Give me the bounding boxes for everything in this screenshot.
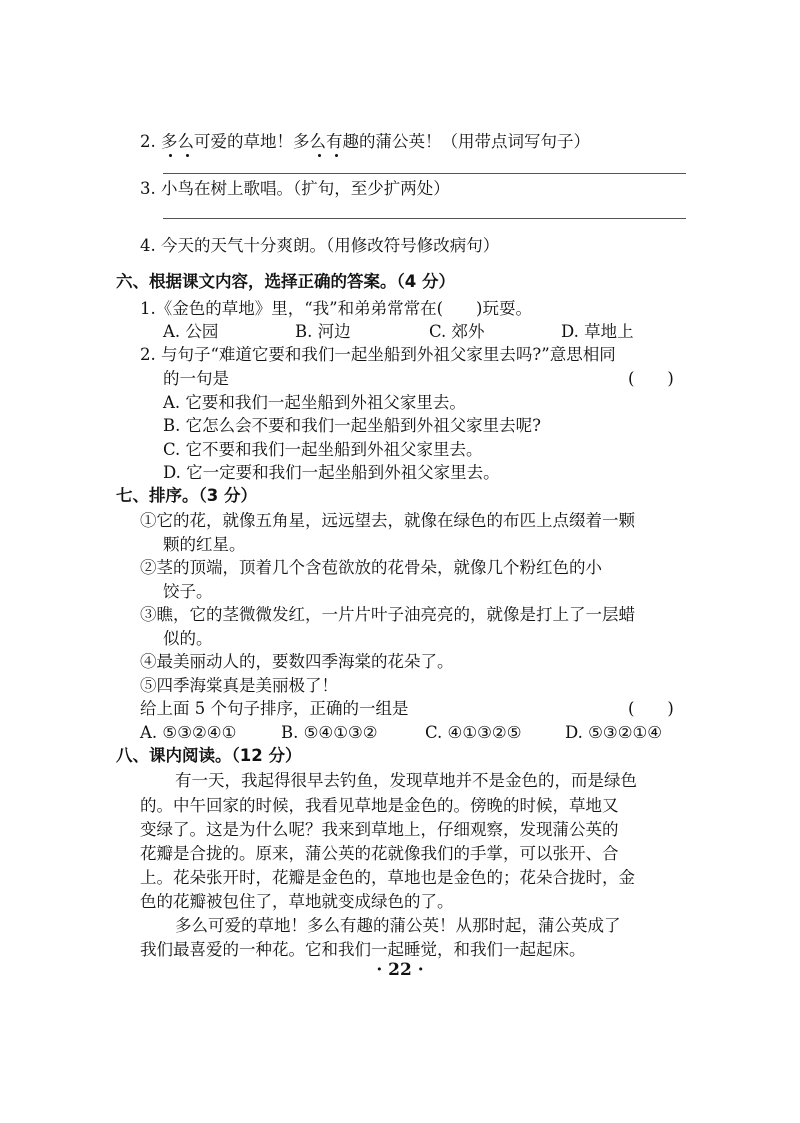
passage-line: 变绿了。这是为什么呢？我来到草地上，仔细观察，发现蒲公英的 [140, 820, 619, 839]
answer-parentheses[interactable]: ( ) [628, 699, 674, 718]
passage-line: 上。花朵张开时，花瓣是金色的，草地也是金色的；花朵合拢时，金 [140, 868, 635, 887]
sentence-3-line-2: 似的。 [163, 629, 213, 648]
question-6-1: 1.《金色的草地》里，“我”和弟弟常常在( )玩耍。 [140, 299, 532, 318]
emphasis-dot [335, 154, 338, 157]
passage-line: 色的花瓣被包住了，草地就变成绿色的了。 [140, 892, 454, 911]
sentence-2-line-1: ②茎的顶端，顶着几个含苞欲放的花骨朵，就像几个粉红色的小 [140, 558, 602, 577]
passage-line: 有一天，我起得很早去钓鱼，发现草地并不是金色的，而是绿色 [175, 771, 637, 790]
question-6-1-options [163, 320, 703, 344]
emphasis-dot [169, 154, 172, 157]
option-d[interactable]: D. ⑤③②①④ [565, 723, 663, 742]
option-c[interactable]: C. ④①③②⑤ [425, 723, 522, 742]
section-6-title: 六、根据课文内容，选择正确的答案。（4 分） [116, 272, 455, 291]
emphasis-dot [186, 154, 189, 157]
ordering-options [140, 721, 700, 745]
passage-line: 我们最喜爱的一种花。它和我们一起睡觉，和我们一起起床。 [140, 940, 586, 959]
question-5-3: 3. 小鸟在树上歌唱。（扩句，至少扩两处） [140, 179, 450, 198]
question-6-2-option-c[interactable]: C. 它不要和我们一起坐船到外祖父家里去。 [163, 440, 483, 459]
option-b[interactable]: B. 河边 [295, 322, 351, 341]
ordering-prompt: 给上面 5 个句子排序，正确的一组是 [140, 699, 409, 718]
question-6-2-option-b[interactable]: B. 它怎么会不要和我们一起坐船到外祖父家里去呢? [163, 416, 541, 435]
option-c[interactable]: C. 郊外 [429, 322, 485, 341]
answer-line[interactable] [163, 218, 686, 219]
answer-line[interactable] [163, 173, 686, 174]
emphasis-dot [318, 154, 321, 157]
option-a[interactable]: A. 公园 [163, 322, 219, 341]
question-6-2-line-2: 的一句是 [163, 369, 229, 388]
section-8-title: 八、课内阅读。（12 分） [116, 746, 302, 765]
passage-line: 多么可爱的草地！多么有趣的蒲公英！从那时起，蒲公英成了 [175, 916, 621, 935]
option-a[interactable]: A. ⑤③②④① [140, 723, 237, 742]
option-b[interactable]: B. ⑤④①③② [281, 723, 378, 742]
question-6-2-option-a[interactable]: A. 它要和我们一起坐船到外祖父家里去。 [163, 393, 466, 412]
question-6-2-option-d[interactable]: D. 它一定要和我们一起坐船到外祖父家里去。 [163, 463, 500, 482]
answer-parentheses[interactable]: ( ) [628, 369, 674, 388]
passage-line: 的。中午回家的时候，我看见草地是金色的。傍晚的时候，草地又 [140, 796, 619, 815]
sentence-4: ④最美丽动人的，要数四季海棠的花朵了。 [140, 652, 454, 671]
section-7-title: 七、排序。（3 分） [116, 486, 257, 505]
sentence-2-line-2: 饺子。 [163, 582, 213, 601]
option-d[interactable]: D. 草地上 [561, 322, 634, 341]
sentence-3-line-1: ③瞧，它的茎微微发红，一片片叶子油亮亮的，就像是打上了一层蜡 [140, 605, 635, 624]
question-6-2-line-1: 2. 与句子“难道它要和我们一起坐船到外祖父家里去吗?”意思相同 [140, 345, 616, 364]
passage-line: 花瓣是合拢的。原来，蒲公英的花就像我们的手掌，可以张开、合 [140, 844, 619, 863]
sentence-1-line-2: 颗的红星。 [163, 535, 246, 554]
question-5-4: 4. 今天的天气十分爽朗。（用修改符号修改病句） [140, 236, 500, 255]
question-5-2: 2. 多么可爱的草地！多么有趣的蒲公英！（用带点词写句子） [140, 132, 590, 151]
sentence-5: ⑤四季海棠真是美丽极了！ [140, 676, 338, 695]
sentence-1-line-1: ①它的花，就像五角星，远远望去，就像在绿色的布匹上点缀着一颗 [140, 511, 635, 530]
page-number: · 22 · [376, 960, 424, 980]
